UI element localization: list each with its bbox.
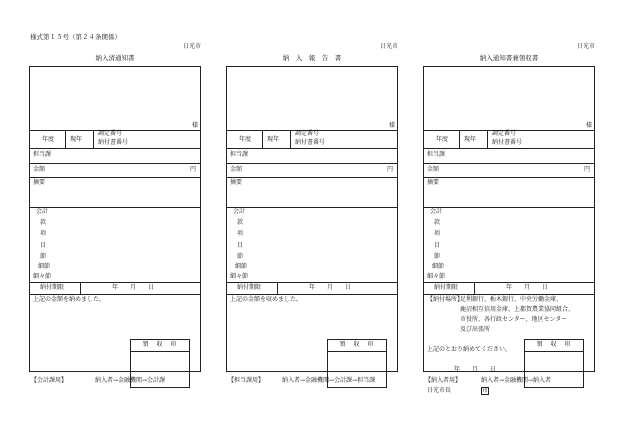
current-year-label: 現年 bbox=[464, 136, 477, 143]
mayor-label: 日光市長 bbox=[427, 387, 452, 394]
due-date-value: 年 月 日 bbox=[309, 284, 352, 291]
form-box bbox=[29, 66, 201, 372]
due-date-label: 納付期限 bbox=[237, 284, 262, 291]
payment-place-line: 足利銀行、栃木銀行、中央労働金庫、 bbox=[460, 296, 563, 303]
payment-slip-number-label: 納付書番号 bbox=[492, 139, 523, 146]
payment-place-line: 鹿沼相互信用金庫、上都賀農業協同組合、 bbox=[460, 306, 575, 313]
footer-copy-label: 【担当課用】 bbox=[228, 377, 265, 384]
fiscal-year-label: 年度 bbox=[436, 136, 449, 143]
panel-title: 納 入 報 告 書 bbox=[282, 54, 342, 62]
amount-label: 金額 bbox=[230, 166, 243, 173]
receipt-stamp-label: 領 収 印 bbox=[142, 341, 178, 348]
summary-label: 摘要 bbox=[33, 179, 46, 186]
addressee-sama: 様 bbox=[191, 122, 198, 129]
amount-label: 金額 bbox=[33, 166, 46, 173]
account-label: 会計 bbox=[430, 208, 443, 215]
yen-unit: 円 bbox=[583, 166, 590, 173]
account-label: 会計 bbox=[36, 208, 49, 215]
panel-city: 日光市 bbox=[379, 43, 398, 50]
panel-payment-notice-receipt bbox=[423, 43, 595, 394]
minor-clause-label: 細々節 bbox=[427, 273, 446, 280]
yen-unit: 円 bbox=[386, 166, 393, 173]
sub-item-label: 目 bbox=[434, 242, 441, 249]
sub-clause-label: 細節 bbox=[432, 263, 445, 270]
item-label: 項 bbox=[40, 230, 47, 237]
fiscal-year-label: 年度 bbox=[239, 136, 252, 143]
addressee-sama: 様 bbox=[388, 122, 395, 129]
assessment-number-label: 調定番号 bbox=[98, 130, 123, 137]
assessment-number-label: 調定番号 bbox=[492, 130, 517, 137]
footer-route: 納入者→金融機関→会計課→担当課 bbox=[282, 377, 376, 384]
current-year-label: 現年 bbox=[70, 136, 83, 143]
section-label: 款 bbox=[237, 219, 244, 226]
yen-unit: 円 bbox=[189, 166, 196, 173]
footer-route: 納入者→金融機関→納入者 bbox=[481, 377, 552, 384]
sub-item-label: 目 bbox=[40, 242, 47, 249]
minor-clause-label: 細々節 bbox=[230, 273, 249, 280]
receipt-stamp-label: 領 収 印 bbox=[339, 341, 375, 348]
payment-slip-number-label: 納付書番号 bbox=[98, 139, 129, 146]
current-year-label: 現年 bbox=[267, 136, 280, 143]
sub-item-label: 目 bbox=[237, 242, 244, 249]
department-label: 担当課 bbox=[230, 151, 249, 158]
form-box bbox=[226, 66, 398, 372]
received-message: 上記の金額を収めました。 bbox=[230, 296, 303, 303]
account-label: 会計 bbox=[233, 208, 246, 215]
panel-title: 納入済通知書 bbox=[95, 54, 135, 62]
clause-label: 節 bbox=[40, 253, 47, 260]
payment-place-line: 市役所、各行政センター、地区センター bbox=[460, 316, 568, 323]
amount-label: 金額 bbox=[427, 166, 440, 173]
item-label: 項 bbox=[434, 230, 441, 237]
sub-clause-label: 細節 bbox=[38, 263, 51, 270]
payment-place-line: 及び出張所 bbox=[460, 326, 491, 333]
addressee-sama: 様 bbox=[585, 122, 592, 129]
payment-slip-number-label: 納付書番号 bbox=[295, 139, 326, 146]
payment-place-label: 【納付場所】 bbox=[427, 296, 464, 303]
receipt-instruction: 上記のとおり納めてください。 bbox=[427, 346, 512, 353]
due-date-value: 年 月 日 bbox=[112, 284, 155, 291]
due-date-label: 納付期限 bbox=[434, 284, 459, 291]
clause-label: 節 bbox=[434, 253, 441, 260]
panel-payment-notice bbox=[29, 43, 201, 384]
assessment-number-label: 調定番号 bbox=[295, 130, 320, 137]
footer-route: 納入者→金融機関→会計課 bbox=[95, 377, 166, 384]
due-date-label: 納付期限 bbox=[40, 284, 65, 291]
form-title: 様式第１５号（第２４条関係） bbox=[30, 33, 121, 41]
footer-copy-label: 【納入者用】 bbox=[425, 377, 462, 384]
mayor-seal-icon: 印 bbox=[482, 388, 488, 394]
summary-label: 摘要 bbox=[427, 179, 440, 186]
sub-clause-label: 細節 bbox=[235, 263, 248, 270]
panel-city: 日光市 bbox=[576, 43, 595, 50]
issue-date: 年 月 日 bbox=[454, 366, 497, 373]
fiscal-year-label: 年度 bbox=[42, 136, 55, 143]
paid-message: 上記の金額を納めました。 bbox=[33, 296, 106, 303]
department-label: 担当課 bbox=[427, 151, 446, 158]
footer-copy-label: 【会計課用】 bbox=[31, 377, 68, 384]
panel-payment-report bbox=[226, 43, 398, 384]
panel-city: 日光市 bbox=[182, 43, 201, 50]
clause-label: 節 bbox=[237, 253, 244, 260]
receipt-stamp-label: 領 収 印 bbox=[536, 341, 572, 348]
minor-clause-label: 細々節 bbox=[33, 273, 52, 280]
section-label: 款 bbox=[434, 219, 441, 226]
department-label: 担当課 bbox=[33, 151, 52, 158]
section-label: 款 bbox=[40, 219, 47, 226]
panel-title: 納入通知書兼領収書 bbox=[479, 54, 539, 62]
due-date-value: 年 月 日 bbox=[506, 284, 549, 291]
summary-label: 摘要 bbox=[230, 179, 243, 186]
item-label: 項 bbox=[237, 230, 244, 237]
